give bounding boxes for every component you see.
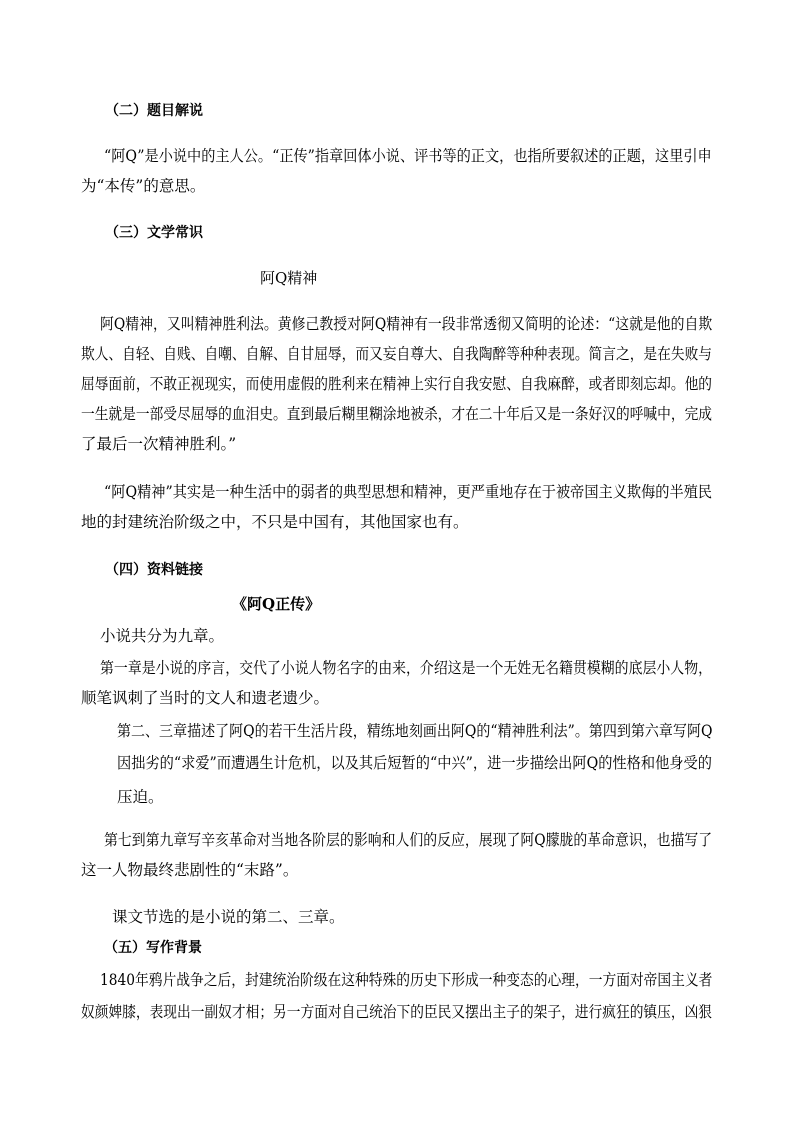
paragraph-line: “阿Q精神”其实是一种生活中的弱者的典型思想和精神，更严重地存在于被帝国主义欺侮的半殖民: [104, 483, 713, 501]
paragraph-line: 第七到第九章写辛亥革命对当地各阶层的影响和人们的反应，展现了阿Q朦胧的革命意识，也描写了: [104, 831, 713, 849]
paragraph-line: 课文节选的是小说的第二、三章。: [112, 908, 345, 926]
paragraph-line: “阿Q”是小说中的主人公。“正传”指章回体小说、评书等的正文，也指所要叙述的正题，这里引申: [104, 147, 712, 165]
paragraph-line: 屈辱面前，不敢正视现实，而使用虚假的胜利来在精神上实行自我安慰、自我麻醉，或者即刻忘却。他的: [81, 375, 713, 393]
paragraph-line: 第二、三章描述了阿Q的若干生活片段，精练地刻画出阿Q的“精神胜利法”。第四到第六章写阿Q: [117, 722, 713, 740]
paragraph-line: 小说共分为九章。: [100, 627, 225, 645]
paragraph-line: 压迫。: [117, 788, 164, 806]
paragraph-line: 欺人、自轻、自贱、自嘲、自解、自甘屈辱，而又妄自尊大、自我陶醉等种种表现。简言之，是在失败与: [81, 345, 713, 363]
paragraph-line: 了最后一次精神胜利。”: [81, 435, 237, 453]
section-heading-3: （三）文学常识: [105, 225, 203, 241]
paragraph-line: 第一章是小说的序言，交代了小说人物名字的由来，介绍这是一个无姓无名籍贯模糊的底层小人物，: [100, 659, 713, 677]
section-heading-4: （四）资料链接: [105, 562, 203, 578]
paragraph-line: 因拙劣的“求爱”而遭遇生计危机，以及其后短暂的“中兴”，进一步描绘出阿Q的性格和他身受的: [117, 754, 712, 772]
section-heading-2: （二）题目解说: [105, 103, 203, 119]
paragraph-line: 1840年鸦片战争之后，封建统治阶级在这种特殊的历史下形成一种变态的心理，一方面对帝国主义者: [100, 971, 713, 989]
paragraph-line: 奴颜婢膝，表现出一副奴才相；另一方面对自己统治下的臣民又摆出主子的架子，进行疯狂的镇压，凶狠: [81, 1003, 713, 1021]
paragraph-line: 阿Q精神，又叫精神胜利法。黄修己教授对阿Q精神有一段非常透彻又简明的论述：“这就是他的自欺: [100, 315, 713, 333]
section-heading-5: （五）写作背景: [104, 940, 202, 956]
paragraph-line: 地的封建统治阶级之中，不只是中国有，其他国家也有。: [81, 513, 469, 531]
paragraph-line: 顺笔讽刺了当时的文人和遗老遗少。: [81, 689, 330, 707]
paragraph-line: 为“本传”的意思。: [81, 177, 206, 195]
paragraph-line: 一生就是一部受尽屈辱的血泪史。直到最后糊里糊涂地被杀，才在二十年后又是一条好汉的呼喊中，完成: [81, 405, 713, 423]
subsection-title: 阿Q精神: [260, 269, 318, 287]
book-title: 《阿Q正传》: [232, 595, 321, 613]
paragraph-line: 这一人物最终悲剧性的“末路”。: [81, 861, 299, 879]
